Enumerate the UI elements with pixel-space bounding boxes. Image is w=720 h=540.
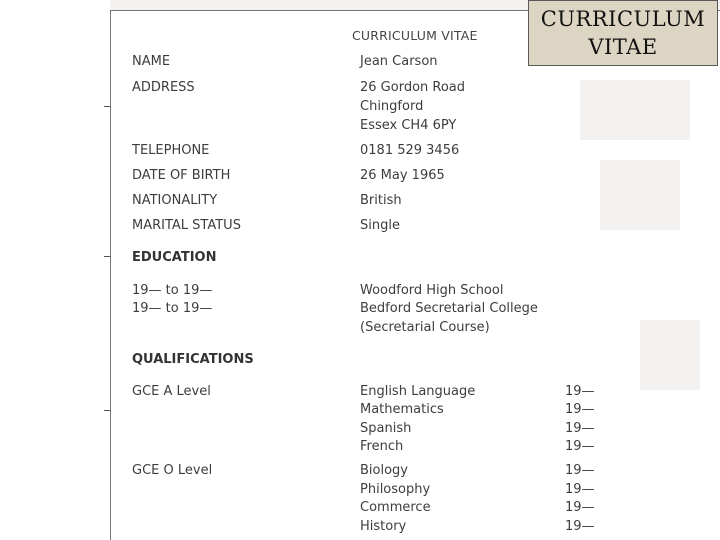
a-level-year: 19— xyxy=(565,439,595,454)
o-level-year: 19— xyxy=(565,482,595,497)
a-level-subject: Spanish xyxy=(360,421,412,436)
a-level-year: 19— xyxy=(565,384,595,399)
name-label: NAME xyxy=(132,54,171,69)
address-line-3: Essex CH4 6PY xyxy=(360,118,457,133)
address-line-1: 26 Gordon Road xyxy=(360,80,466,95)
o-level-subject: Biology xyxy=(360,463,408,478)
title-line-2: VITAE xyxy=(588,35,658,59)
a-level-subject: French xyxy=(360,439,404,454)
o-level-year: 19— xyxy=(565,500,595,515)
title-box xyxy=(528,0,718,66)
o-level-subject: Philosophy xyxy=(360,482,431,497)
o-level-year: 19— xyxy=(565,519,595,534)
marital-status-value: Single xyxy=(360,218,400,233)
address-line-2: Chingford xyxy=(360,99,424,114)
a-level-label: GCE A Level xyxy=(132,384,211,399)
qualifications-heading: QUALIFICATIONS xyxy=(132,352,254,367)
a-level-year: 19— xyxy=(565,402,595,417)
cv-heading: CURRICULUM VITAE xyxy=(352,28,478,43)
o-level-year: 19— xyxy=(565,463,595,478)
education-school: Woodford High School xyxy=(360,283,504,298)
education-years: 19— to 19— xyxy=(132,283,213,298)
telephone-label: TELEPHONE xyxy=(132,143,210,158)
dob-label: DATE OF BIRTH xyxy=(132,168,231,183)
education-heading: EDUCATION xyxy=(132,250,217,265)
telephone-value: 0181 529 3456 xyxy=(360,143,460,158)
education-years: 19— to 19— xyxy=(132,301,213,316)
left-margin xyxy=(0,0,110,540)
a-level-year: 19— xyxy=(565,421,595,436)
o-level-label: GCE O Level xyxy=(132,463,213,478)
name-value: Jean Carson xyxy=(360,54,438,69)
o-level-subject: History xyxy=(360,519,407,534)
o-level-subject: Commerce xyxy=(360,500,431,515)
a-level-subject: Mathematics xyxy=(360,402,444,417)
marital-status-label: MARITAL STATUS xyxy=(132,218,241,233)
print-through xyxy=(640,320,700,390)
print-through xyxy=(600,160,680,230)
education-note: (Secretarial Course) xyxy=(360,320,490,335)
nationality-value: British xyxy=(360,193,402,208)
a-level-subject: English Language xyxy=(360,384,476,399)
dob-value: 26 May 1965 xyxy=(360,168,445,183)
address-label: ADDRESS xyxy=(132,80,195,95)
print-through xyxy=(580,80,690,140)
title-line-1: CURRICULUM xyxy=(540,7,706,31)
nationality-label: NATIONALITY xyxy=(132,193,218,208)
education-school: Bedford Secretarial College xyxy=(360,301,538,316)
